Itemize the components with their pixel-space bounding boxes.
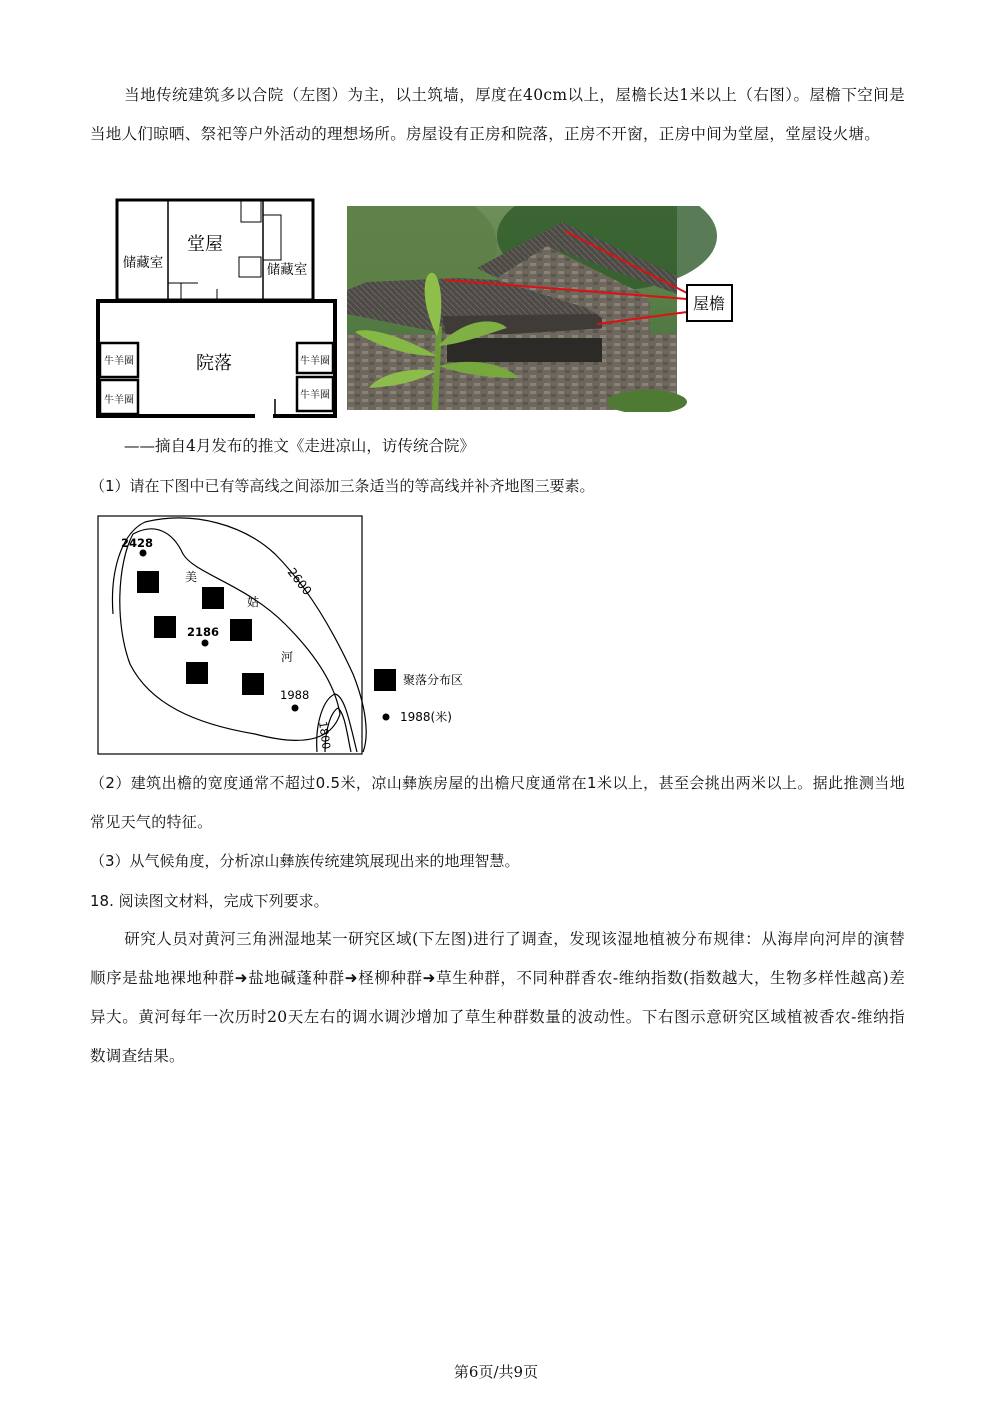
elev-label-1988: 1988 [280, 688, 310, 702]
label-pen-3: 牛羊圈 [300, 356, 330, 367]
question-18: 18. 阅读图文材料，完成下列要求。 [90, 892, 329, 910]
river-char-1: 美 [185, 570, 198, 584]
elev-label-2186: 2186 [187, 625, 220, 639]
river-char-2: 姑 [247, 595, 260, 609]
elev-point-2428 [140, 550, 147, 557]
label-storage-right: 储藏室 [266, 262, 308, 278]
settlement-area [202, 587, 224, 609]
legend-settlement-label: 聚落分布区 [403, 673, 464, 687]
label-courtyard: 院落 [196, 353, 232, 374]
legend-settlement-symbol [374, 669, 396, 691]
material-18-paragraph [90, 920, 905, 1076]
contour-label-2600: 2600 [284, 565, 315, 598]
legend-point-label: 1988(米) [400, 710, 452, 724]
courtyard-floor-plan [95, 197, 340, 419]
page-number: 第6页/共9页 [453, 1363, 539, 1381]
legend-point-symbol [383, 714, 390, 721]
settlement-area [230, 619, 252, 641]
label-pen-2: 牛羊圈 [104, 395, 134, 406]
question-2: （2）建筑出檐的宽度通常不超过0.5米，凉山彝族房屋的出檐尺度通常在1米以上，甚至会挑出两米以上。据此推测当地常见天气的特征。 [90, 774, 905, 831]
contour-map [95, 514, 475, 758]
intro-text: 当地传统建筑多以合院（左图）为主，以土筑墙，厚度在40cm以上，屋檐长达1米以上（右图）。屋檐下空间是当地人们晾晒、祭祀等户外活动的理想场所。房屋设有正房和院落，正房不开窗，正房中间为堂屋，堂屋设火塘。 [90, 86, 905, 143]
material-18-text: 研究人员对黄河三角洲湿地某一研究区域(下左图)进行了调查，发现该湿地植被分布规律：从海岸向河岸的演替顺序是盐地裸地种群➜盐地碱蓬种群➜柽柳种群➜草生种群，不同种群香农-维纳指数(指数越大，生物多样性越高)差异大。黄河每年一次历时20天左右的调水调沙增加了草生种群数量的波动性。下右图示意研究区域植被香农-维纳指数调查结果。 [90, 930, 905, 1065]
elev-point-1988 [292, 705, 299, 712]
elev-point-2186 [202, 640, 209, 647]
label-eave: 屋檐 [692, 294, 726, 313]
settlement-area [242, 673, 264, 695]
settlement-area [137, 571, 159, 593]
label-pen-4: 牛羊圈 [300, 390, 330, 401]
label-tangwu: 堂屋 [187, 234, 223, 255]
house-photo [347, 206, 737, 412]
settlement-area [154, 616, 176, 638]
intro-paragraph [90, 76, 905, 154]
contour-label-1800: 1800 [316, 720, 333, 751]
label-pen-1: 牛羊圈 [104, 356, 134, 367]
question-3: （3）从气候角度，分析凉山彝族传统建筑展现出来的地理智慧。 [90, 852, 520, 870]
source-citation: ——摘自4月发布的推文《走进凉山，访传统合院》 [124, 437, 475, 455]
label-storage-left: 储藏室 [122, 255, 164, 271]
question-1: （1）请在下图中已有等高线之间添加三条适当的等高线并补齐地图三要素。 [90, 477, 595, 495]
river-char-3: 河 [281, 650, 294, 664]
settlement-area [186, 662, 208, 684]
elev-label-2428: 2428 [121, 536, 154, 550]
